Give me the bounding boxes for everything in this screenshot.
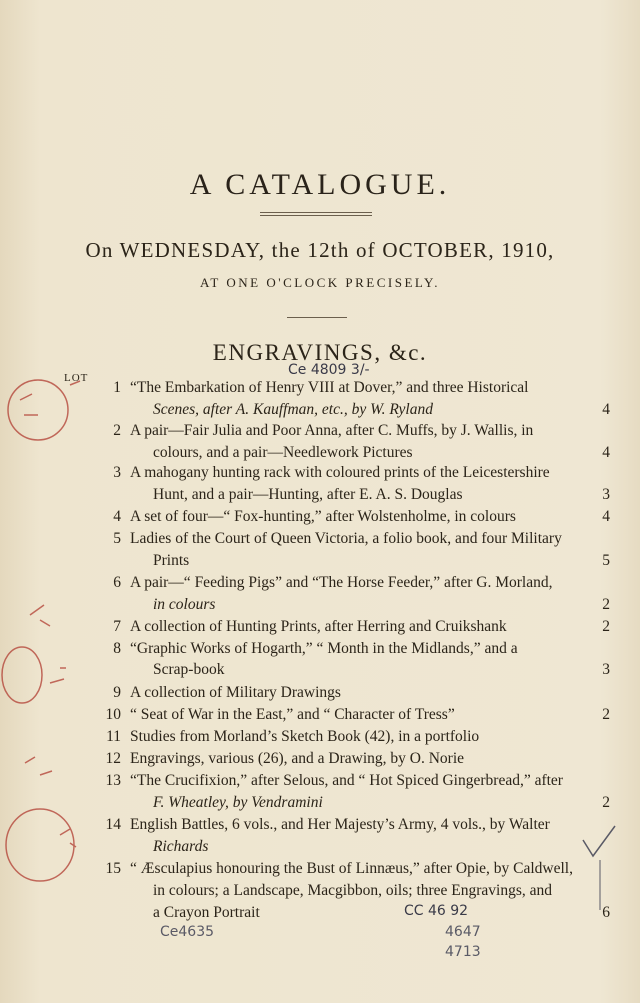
lot-description: A pair—“ Feeding Pigs” and “The Horse Feeder,” after G. Morland, — [130, 574, 553, 591]
lot-description: A collection of Military Drawings — [130, 684, 341, 701]
lot-quantity: 4 — [602, 444, 610, 461]
lot-description-cont: Scrap-book — [153, 661, 225, 678]
lot-description-cont: Scenes, after A. Kauffman, etc., by W. Ryland — [153, 401, 433, 418]
lot-number: 4 — [113, 508, 121, 525]
handwritten-tally: 4647 — [445, 924, 481, 940]
lot-quantity: 4 — [602, 508, 610, 525]
lot-number: 5 — [113, 530, 121, 547]
lot-description: Ladies of the Court of Queen Victoria, a folio book, and four Military — [130, 530, 562, 547]
section-rule — [287, 317, 347, 318]
lot-quantity: 5 — [602, 552, 610, 569]
lot-description: “The Crucifixion,” after Selous, and “ Hot Spiced Gingerbread,” after — [130, 772, 563, 789]
lot-quantity: 6 — [602, 904, 610, 921]
lot-quantity: 3 — [602, 486, 610, 503]
handwritten-note-bottom: CC 46 92 — [404, 903, 469, 919]
lot-number: 6 — [113, 574, 121, 591]
handwritten-note-top: Ce 4809 3/- — [288, 362, 370, 378]
lot-description: Studies from Morland’s Sketch Book (42), in a portfolio — [130, 728, 480, 745]
checkmark-icon — [578, 820, 638, 910]
sale-time: AT ONE O'CLOCK PRECISELY. — [199, 275, 441, 290]
handwritten-pencil-note: Ce4635 — [160, 924, 215, 940]
lot-number: 10 — [105, 706, 121, 723]
lot-quantity: 2 — [602, 794, 610, 811]
margin-annotations-icon — [0, 365, 130, 925]
title-rule-2 — [260, 215, 372, 216]
lot-quantity: 2 — [602, 706, 610, 723]
lot-description: A set of four—“ Fox-hunting,” after Wolstenholme, in colours — [130, 508, 516, 525]
lot-description-cont: colours, and a pair—Needlework Pictures — [153, 444, 413, 461]
lot-description: A mahogany hunting rack with coloured prints of the Leicestershire — [130, 464, 550, 481]
lot-description-cont: F. Wheatley, by Vendramini — [153, 794, 323, 811]
handwritten-tally-2: 4713 — [445, 944, 481, 960]
lot-quantity: 2 — [602, 618, 610, 635]
lot-quantity: 3 — [602, 661, 610, 678]
lot-description: “ Æsculapius honouring the Bust of Linnæus,” after Opie, by Caldwell, — [130, 860, 573, 877]
sale-dateline: On WEDNESDAY, the 12th of OCTOBER, 1910, — [85, 238, 555, 262]
lot-number: 3 — [113, 464, 121, 481]
lot-description: Engravings, various (26), and a Drawing, by O. Norie — [130, 750, 465, 767]
lot-description-cont: a Crayon Portrait — [153, 904, 260, 921]
lot-description: “ Seat of War in the East,” and “ Character of Tress” — [130, 706, 455, 723]
lot-quantity: 4 — [602, 401, 610, 418]
lot-column-label: LOT — [64, 372, 89, 384]
lot-description: A collection of Hunting Prints, after Herring and Cruikshank — [130, 618, 507, 635]
lot-number: 7 — [113, 618, 121, 635]
lot-description-cont: in colours; a Landscape, Macgibbon, oils; three Engravings, and — [153, 882, 553, 899]
lot-description-cont: Hunt, and a pair—Hunting, after E. A. S. Douglas — [153, 486, 463, 503]
lot-description-cont: in colours — [153, 596, 216, 613]
lot-number: 12 — [105, 750, 121, 767]
lot-number: 1 — [113, 379, 121, 396]
lot-description: A pair—Fair Julia and Poor Anna, after C. Muffs, by J. Wallis, in — [130, 422, 534, 439]
lot-number: 15 — [105, 860, 121, 877]
lot-number: 9 — [113, 684, 121, 701]
lot-number: 11 — [106, 728, 121, 745]
lot-description: “The Embarkation of Henry VIII at Dover,” and three Historical — [130, 379, 529, 396]
page-title: A CATALOGUE. — [189, 168, 451, 201]
lot-number: 14 — [105, 816, 121, 833]
lot-description: English Battles, 6 vols., and Her Majesty’s Army, 4 vols., by Walter — [130, 816, 550, 833]
lot-number: 13 — [105, 772, 121, 789]
lot-number: 2 — [113, 422, 121, 439]
lot-number: 8 — [113, 640, 121, 657]
lot-quantity: 2 — [602, 596, 610, 613]
lot-description: “Graphic Works of Hogarth,” “ Month in the Midlands,” and a — [130, 640, 518, 657]
lot-description-cont: Prints — [153, 552, 190, 569]
lot-description-cont: Richards — [153, 838, 209, 855]
title-rule — [260, 212, 372, 213]
section-heading: ENGRAVINGS, &c. — [212, 340, 428, 365]
